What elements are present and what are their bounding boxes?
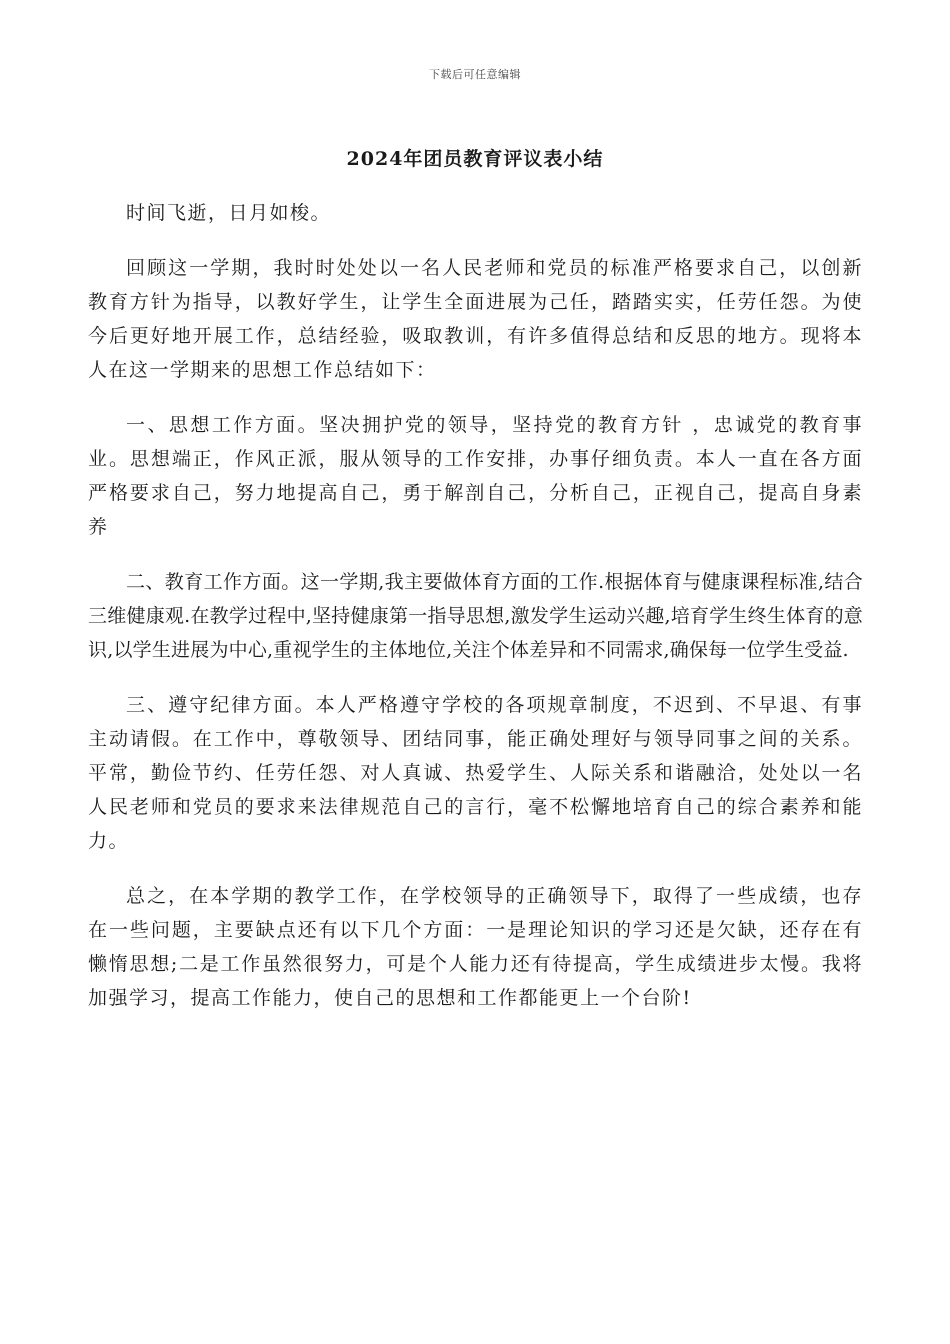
paragraph-conclusion: 总之，在本学期的教学工作，在学校领导的正确领导下，取得了一些成绩，也存在一些问题，主要缺点还有以下几个方面：一是理论知识的学习还是欠缺，还存在有懒惰思想;二是工作虽然很努力，可是个人能力还有待提高，学生成绩进步太慢。我将加强学习，提高工作能力，使自己的思想和工作都能更上一个台阶! — [88, 885, 863, 1009]
document-body — [88, 196, 863, 1036]
paragraph-discipline: 三、遵守纪律方面。本人严格遵守学校的各项规章制度，不迟到、不早退、有事主动请假。在工作中，尊敬领导、团结同事，能正确处理好与领导同事之间的关系。平常，勤俭节约、任劳任怨、对人真诚、热爱学生、人际关系和谐融洽，处处以一名人民老师和党员的要求来法律规范自己的言行，毫不松懈地培育自己的综合素养和能力。 — [88, 694, 863, 852]
paragraph-opening: 时间飞逝，日月如梭。 — [126, 202, 332, 224]
paragraph-review: 回顾这一学期，我时时处处以一名人民老师和党员的标准严格要求自己，以创新教育方针为指导，以教好学生，让学生全面进展为己任，踏踏实实，任劳任怨。为使今后更好地开展工作，总结经验，吸取教训，有许多值得总结和反思的地方。现将本人在这一学期来的思想工作总结如下： — [88, 257, 863, 381]
paragraph-education-work: 二、教育工作方面。这一学期,我主要做体育方面的工作.根据体育与健康课程标准,结合三维健康观.在教学过程中,坚持健康第一指导思想,激发学生运动兴趣,培育学生终生体育的意识,以学生进展为中心,重视学生的主体地位,关注个体差异和不同需求,确保每一位学生受益. — [88, 571, 863, 661]
document-title: 2024年团员教育评议表小结 — [346, 148, 604, 170]
paragraph-thought-work: 一、思想工作方面。坚决拥护党的领导，坚持党的教育方针 ，忠诚党的教育事业。思想端正，作风正派，服从领导的工作安排，办事仔细负责。本人一直在各方面严格要求自己，努力地提高自己，勇于解剖自己，分析自己，正视自己，提高自身素养 — [88, 414, 863, 538]
header-note: 下载后可任意编辑 — [429, 68, 521, 81]
